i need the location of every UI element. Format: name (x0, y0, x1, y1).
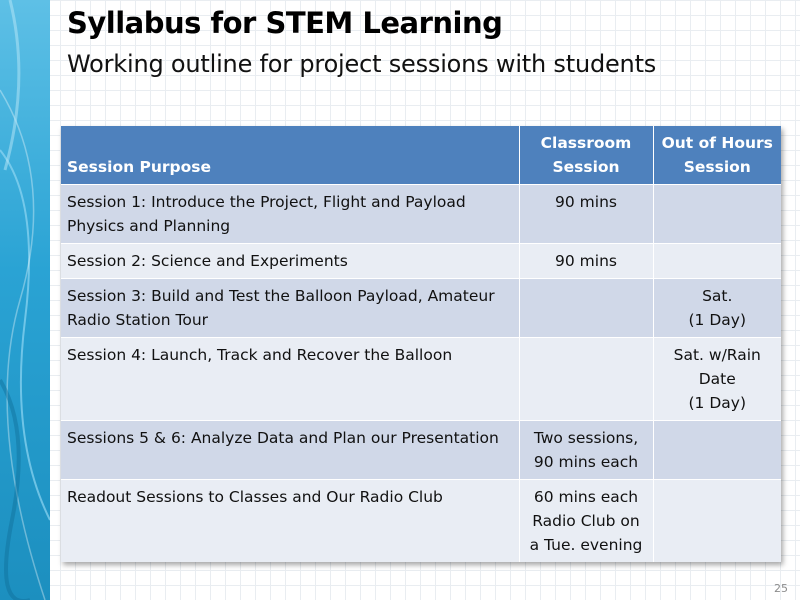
decorative-side-band (0, 0, 50, 600)
table-row (61, 279, 781, 338)
cell-session-purpose: Session 2: Science and Experiments (61, 244, 519, 279)
table-row (61, 244, 781, 279)
header-out-of-hours-session: Out of Hours Session (653, 126, 781, 185)
cell-classroom: Two sessions, 90 mins each (519, 421, 653, 480)
cell-session-purpose: Session 4: Launch, Track and Recover the Balloon (61, 338, 519, 421)
table-header-row (61, 126, 781, 185)
table-row (61, 480, 781, 563)
syllabus-table (61, 126, 781, 562)
cell-classroom: 90 mins (519, 244, 653, 279)
cell-session-purpose: Session 3: Build and Test the Balloon Payload, Amateur Radio Station Tour (61, 279, 519, 338)
cell-session-purpose: Readout Sessions to Classes and Our Radio Club (61, 480, 519, 563)
page-number: 25 (774, 582, 788, 595)
cell-classroom (519, 279, 653, 338)
cell-out-of-hours (653, 421, 781, 480)
table-row (61, 421, 781, 480)
slide-subtitle: Working outline for project sessions with students (67, 50, 657, 78)
cell-out-of-hours (653, 244, 781, 279)
cell-session-purpose: Sessions 5 & 6: Analyze Data and Plan our Presentation (61, 421, 519, 480)
cell-out-of-hours: Sat. w/Rain Date (1 Day) (653, 338, 781, 421)
header-session-purpose: Session Purpose (61, 126, 519, 185)
slide-title: Syllabus for STEM Learning (67, 6, 503, 40)
table-row (61, 185, 781, 244)
cell-session-purpose: Session 1: Introduce the Project, Flight and Payload Physics and Planning (61, 185, 519, 244)
cell-out-of-hours (653, 480, 781, 563)
table-row (61, 338, 781, 421)
cell-classroom: 90 mins (519, 185, 653, 244)
cell-classroom: 60 mins each Radio Club on a Tue. evening (519, 480, 653, 563)
cell-classroom (519, 338, 653, 421)
header-classroom-session: Classroom Session (519, 126, 653, 185)
cell-out-of-hours: Sat. (1 Day) (653, 279, 781, 338)
cell-out-of-hours (653, 185, 781, 244)
